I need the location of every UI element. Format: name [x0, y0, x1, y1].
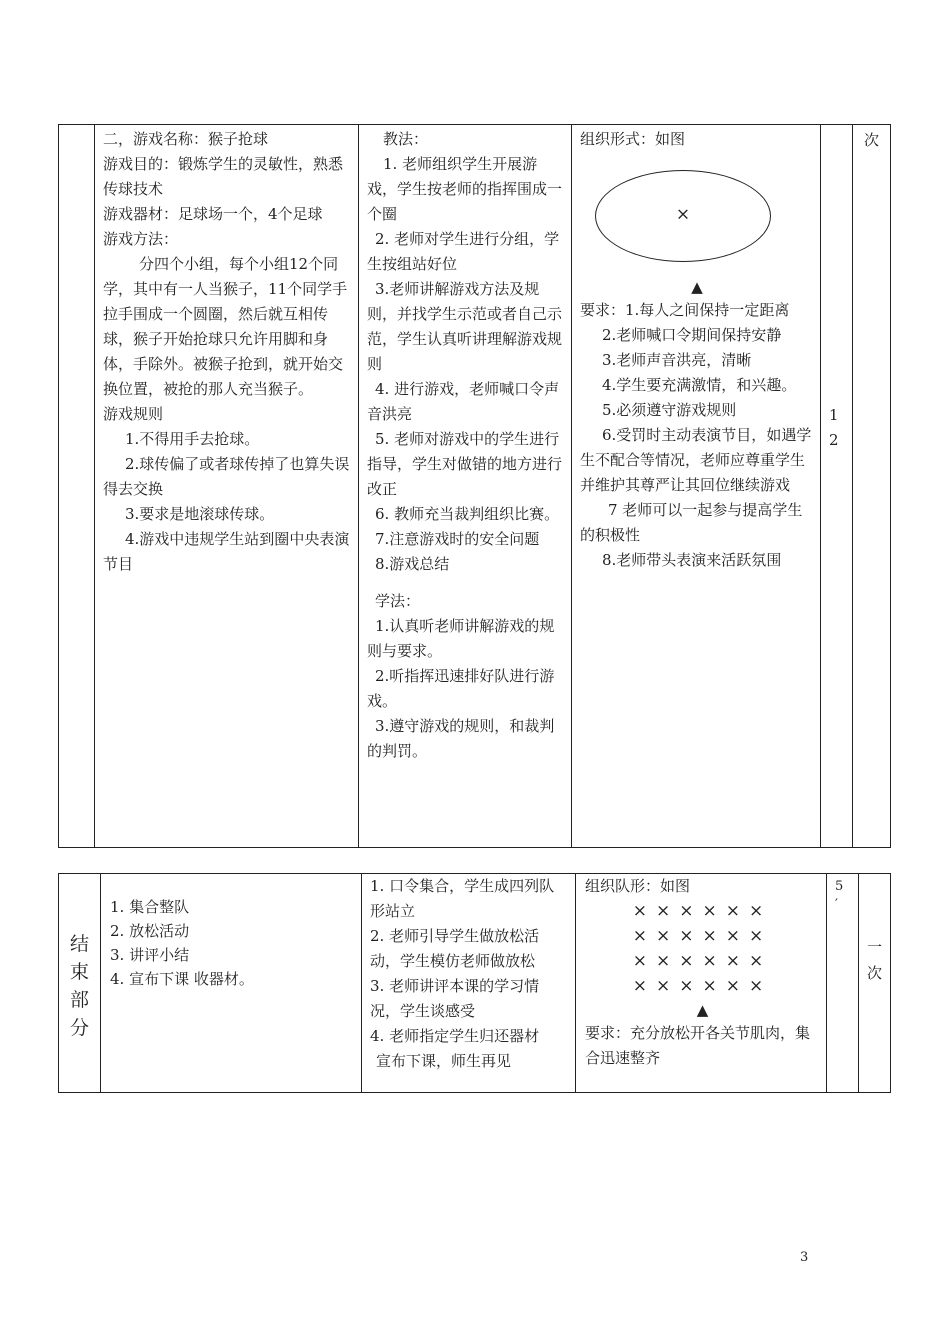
- closing-item-1: 1. 集合整队: [110, 898, 190, 916]
- teaching-item-4: 4. 进行游戏，老师喊口令声音洪亮: [367, 380, 560, 423]
- learning-item-3: 3.遵守游戏的规则，和裁判的判罚。: [367, 717, 555, 760]
- upper-count-cell: [853, 125, 891, 848]
- closing-teaching-3: 3. 老师讲评本课的学习情况，学生谈感受: [370, 977, 540, 1020]
- time-digit-2: 2: [829, 431, 839, 449]
- learning-method-title: 学法：: [375, 592, 421, 610]
- teacher-triangle-icon: ▲: [691, 278, 703, 296]
- closing-item-3: 3. 讲评小结: [110, 946, 190, 964]
- upper-content-cell: [95, 125, 359, 848]
- game-purpose: 游戏目的：锻炼学生的灵敏性，熟悉传球技术: [103, 155, 344, 198]
- upper-organization-cell: [572, 125, 821, 848]
- closing-count-cell: [859, 874, 891, 1093]
- game-name: 二，游戏名称：猴子抢球: [103, 130, 269, 148]
- requirement-3: 3.老师声音洪亮，清晰: [602, 351, 752, 369]
- teaching-item-1: 1. 老师组织学生开展游戏，学生按老师的指挥围成一个圈: [367, 155, 563, 223]
- teaching-item-7: 7.注意游戏时的安全问题: [375, 530, 540, 548]
- closing-teaching-1: 1. 口令集合，学生成四列队形站立: [370, 877, 555, 920]
- learning-item-2: 2.听指挥迅速排好队进行游戏。: [367, 667, 555, 710]
- section-char-3: 部: [69, 989, 89, 1011]
- requirement-5: 5.必须遵守游戏规则: [602, 401, 737, 419]
- requirement-2: 2.老师喊口令期间保持安静: [602, 326, 782, 344]
- closing-organization-cell: [576, 874, 827, 1093]
- upper-teaching-cell: [359, 125, 572, 848]
- requirement-4: 4.学生要充满激情，和兴趣。: [602, 376, 797, 394]
- student-row-1: ××××××: [632, 901, 773, 921]
- closing-count-1: 一: [866, 938, 882, 956]
- closing-time-value: 5: [835, 879, 844, 894]
- monkey-mark: ×: [675, 204, 691, 225]
- game-rule-2: 2.球传偏了或者球传掉了也算失误得去交换: [103, 455, 350, 498]
- closing-teaching-5: 宣布下课，师生再见: [376, 1052, 512, 1070]
- closing-section-table: [58, 873, 891, 1093]
- game-rules-title: 游戏规则: [103, 405, 164, 423]
- game-equipment: 游戏器材：足球场一个，4个足球: [103, 205, 323, 223]
- closing-requirement: 要求：充分放松开各关节肌肉，集合迅速整齐: [585, 1024, 811, 1067]
- learning-item-1: 1.认真听老师讲解游戏的规则与要求。: [367, 617, 555, 660]
- teaching-item-3: 3.老师讲解游戏方法及规则，并找学生示范或者自己示范，学生认真听讲理解游戏规则: [367, 280, 563, 373]
- organization-title: 组织形式：如图: [580, 130, 686, 148]
- upper-time-cell: [821, 125, 853, 848]
- teaching-item-8: 8.游戏总结: [375, 555, 450, 573]
- requirement-6: 6.受罚时主动表演节目，如遇学生不配合等情况，老师应尊重学生并维护其尊严让其回位继续游戏: [580, 426, 812, 494]
- requirement-7: 7 老师可以一起参与提高学生的积极性: [580, 501, 803, 544]
- student-row-4: ××××××: [632, 976, 773, 996]
- closing-count-2: 次: [866, 964, 882, 982]
- closing-content-cell: [101, 874, 362, 1093]
- student-row-3: ××××××: [632, 951, 773, 971]
- page-number: 3: [800, 1250, 809, 1265]
- closing-section-label-cell: [59, 874, 101, 1093]
- game-rule-4: 4.游戏中违规学生站到圈中央表演节目: [103, 530, 350, 573]
- closing-item-2: 2. 放松活动: [110, 922, 190, 940]
- teaching-item-2: 2. 老师对学生进行分组，学生按组站好位: [367, 230, 560, 273]
- requirement-1: 要求：1.每人之间保持一定距离: [580, 301, 790, 319]
- teaching-method-title: 教法：: [383, 130, 429, 148]
- section-char-2: 束: [69, 961, 89, 983]
- upper-section-cell: [59, 125, 95, 848]
- section-char-4: 分: [69, 1017, 89, 1039]
- section-char-1: 结: [69, 933, 89, 955]
- student-row-2: ××××××: [632, 926, 773, 946]
- requirement-8: 8.老师带头表演来活跃氛围: [602, 551, 782, 569]
- teaching-item-5: 5. 老师对游戏中的学生进行指导，学生对做错的地方进行改正: [367, 430, 563, 498]
- closing-item-4: 4. 宣布下课 收器材。: [110, 970, 254, 988]
- teacher-triangle-icon: ▲: [696, 1001, 709, 1019]
- game-rule-3: 3.要求是地滚球传球。: [125, 505, 275, 523]
- closing-teaching-2: 2. 老师引导学生做放松活动，学生模仿老师做放松: [370, 927, 540, 970]
- game-method-text: 分四个小组，每个小组12个同学，其中有一人当猴子，11个同学手拉手围成一个圆圈，然后就互相传球，猴子开始抢球只允许用脚和身体，手除外。被猴子抢到，就开始交换位置，被抢的那人充当猴子。: [103, 255, 348, 398]
- game-method-title: 游戏方法：: [103, 230, 179, 248]
- upper-lesson-table: [58, 124, 891, 848]
- closing-time-unit: ′: [835, 897, 838, 912]
- game-rule-1: 1.不得用手去抢球。: [125, 430, 260, 448]
- count-label: 次: [863, 131, 879, 149]
- time-digit-1: 1: [829, 406, 839, 424]
- circle-formation-diagram: [595, 170, 771, 262]
- closing-organization-title: 组织队形：如图: [585, 877, 691, 895]
- teaching-item-6: 6. 教师充当裁判组织比赛。: [375, 505, 560, 523]
- closing-teaching-cell: [362, 874, 576, 1093]
- closing-teaching-4: 4. 老师指定学生归还器材: [370, 1027, 540, 1045]
- closing-time-cell: [827, 874, 859, 1093]
